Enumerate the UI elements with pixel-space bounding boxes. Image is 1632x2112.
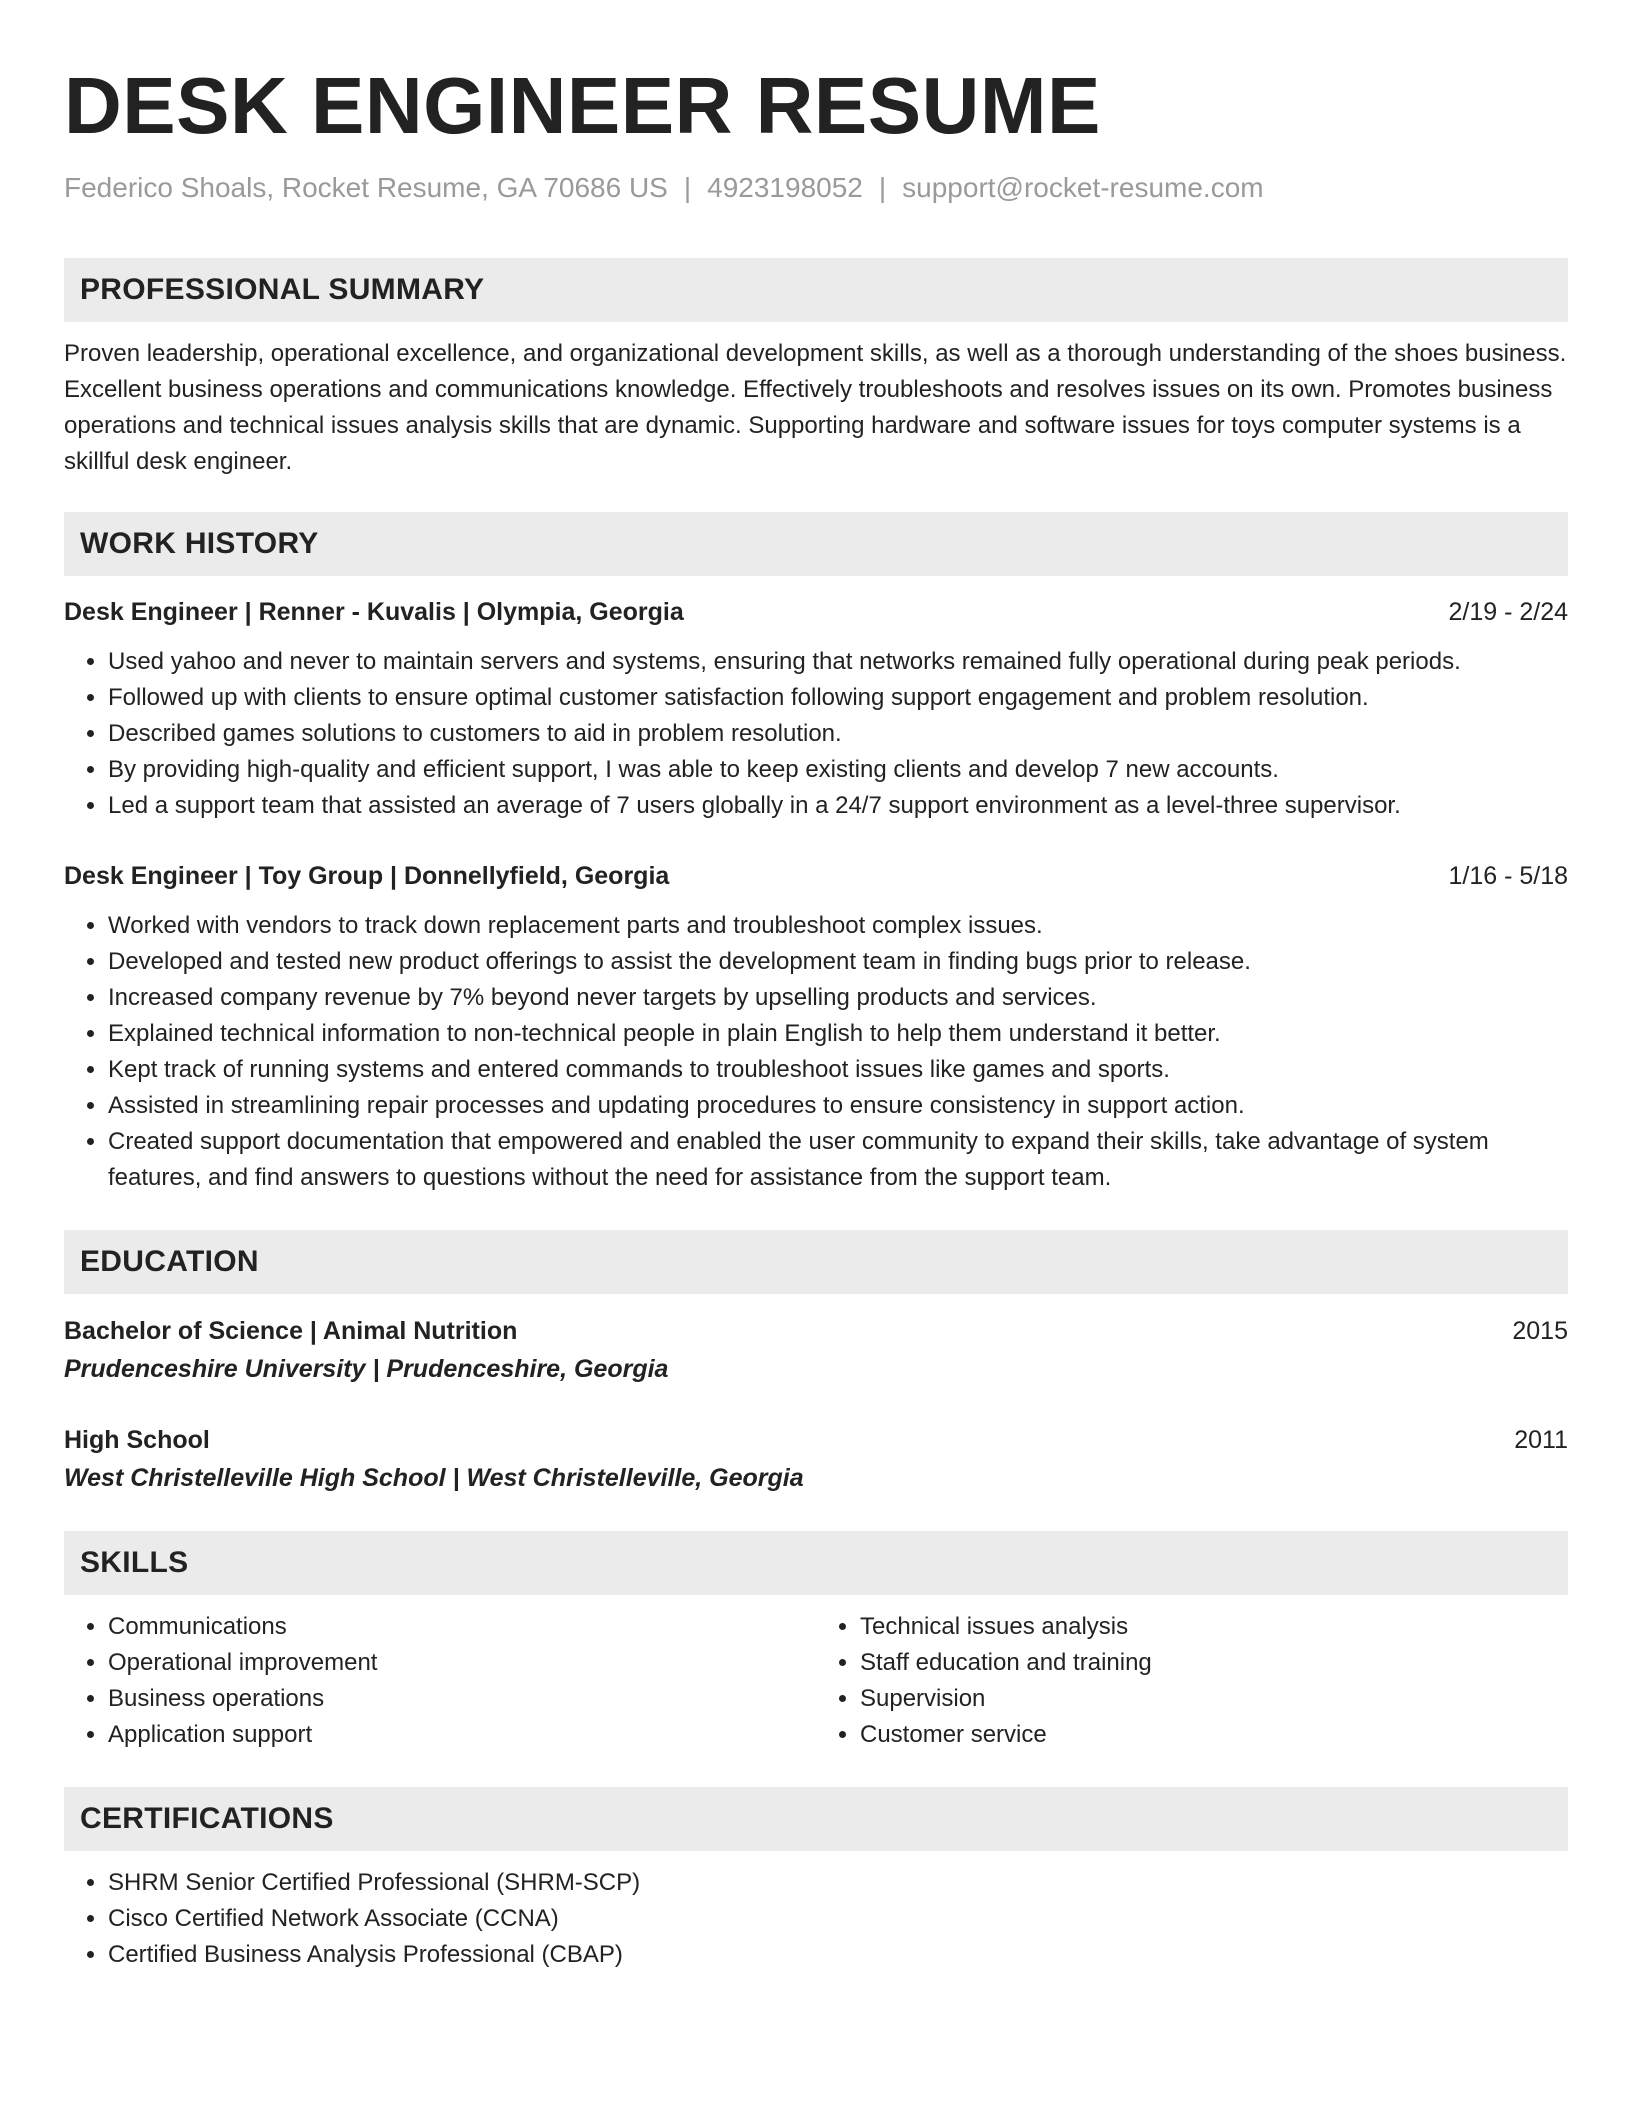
job-bullets xyxy=(64,644,1568,824)
skill-item: • Communications xyxy=(108,1609,816,1645)
certification-item: • Certified Business Analysis Professional (CBAP) xyxy=(108,1937,1568,1973)
education-school: West Christelleville High School | West Christelleville, Georgia xyxy=(64,1464,804,1492)
education-year: 2015 xyxy=(1512,1317,1568,1345)
certification-item: • Cisco Certified Network Associate (CCNA) xyxy=(108,1901,1568,1937)
job-bullet: • Described games solutions to customers to aid in problem resolution. xyxy=(108,716,1568,752)
section-header-work-history: WORK HISTORY xyxy=(64,512,1568,576)
section-header-education: EDUCATION xyxy=(64,1230,1568,1294)
certifications-list xyxy=(64,1865,1568,1973)
education-degree: High School xyxy=(64,1426,210,1454)
section-header-certifications: CERTIFICATIONS xyxy=(64,1787,1568,1851)
education-header xyxy=(64,1421,1568,1459)
education-entry xyxy=(64,1312,1568,1388)
job-title: Desk Engineer | Renner - Kuvalis | Olympia, Georgia xyxy=(64,598,684,626)
skill-item: • Supervision xyxy=(860,1681,1568,1717)
skill-item: • Application support xyxy=(108,1717,816,1753)
skills-column-right xyxy=(816,1609,1568,1753)
skill-item: • Technical issues analysis xyxy=(860,1609,1568,1645)
resume-title: DESK ENGINEER RESUME xyxy=(64,61,1101,150)
skill-item: • Operational improvement xyxy=(108,1645,816,1681)
contact-line xyxy=(64,170,1568,206)
skill-item: • Business operations xyxy=(108,1681,816,1717)
education-year: 2011 xyxy=(1514,1426,1568,1454)
job-dates: 2/19 - 2/24 xyxy=(1448,598,1568,626)
contact-address: Federico Shoals, Rocket Resume, GA 70686 US xyxy=(64,172,668,203)
job-entry xyxy=(64,594,1568,824)
education-header xyxy=(64,1312,1568,1350)
certification-item: • SHRM Senior Certified Professional (SHRM-SCP) xyxy=(108,1865,1568,1901)
contact-separator: | xyxy=(683,172,692,203)
summary-text: Proven leadership, operational excellence, and organizational development skills, as well as a thorough understanding of the shoes business. Excellent business operations and communications knowledge. Effectively troubleshoots and resolves issues on its own. Promotes business operations and technical issues analysis skills that are dynamic. Supporting hardware and software issues for toys computer systems is a skillful desk engineer. xyxy=(64,340,1567,475)
skills-list xyxy=(64,1609,1568,1753)
job-bullet: • Followed up with clients to ensure optimal customer satisfaction following support engagement and problem resolution. xyxy=(108,680,1568,716)
section-header-skills: SKILLS xyxy=(64,1531,1568,1595)
skills-column-left xyxy=(64,1609,816,1753)
job-dates: 1/16 - 5/18 xyxy=(1448,862,1568,890)
job-bullet: • Explained technical information to non-technical people in plain English to help them understand it better. xyxy=(108,1016,1568,1052)
education-school: Prudenceshire University | Prudenceshire, Georgia xyxy=(64,1355,669,1383)
contact-email: support@rocket-resume.com xyxy=(902,172,1264,203)
job-bullet: • Developed and tested new product offerings to assist the development team in finding bugs prior to release. xyxy=(108,944,1568,980)
contact-phone: 4923198052 xyxy=(707,172,863,203)
education-degree: Bachelor of Science | Animal Nutrition xyxy=(64,1317,518,1345)
skill-item: • Staff education and training xyxy=(860,1645,1568,1681)
section-header-summary: PROFESSIONAL SUMMARY xyxy=(64,258,1568,322)
job-title: Desk Engineer | Toy Group | Donnellyfield, Georgia xyxy=(64,862,670,890)
job-bullet: • By providing high-quality and efficient support, I was able to keep existing clients and develop 7 new accounts. xyxy=(108,752,1568,788)
job-bullets xyxy=(64,908,1568,1196)
skill-item: • Customer service xyxy=(860,1717,1568,1753)
job-bullet: • Kept track of running systems and entered commands to troubleshoot issues like games and sports. xyxy=(108,1052,1568,1088)
job-entry xyxy=(64,858,1568,1196)
job-bullet: • Increased company revenue by 7% beyond never targets by upselling products and services. xyxy=(108,980,1568,1016)
job-bullet: • Assisted in streamlining repair processes and updating procedures to ensure consistency in support action. xyxy=(108,1088,1568,1124)
job-bullet: • Led a support team that assisted an average of 7 users globally in a 24/7 support environment as a level-three supervisor. xyxy=(108,788,1568,824)
job-bullet: • Created support documentation that empowered and enabled the user community to expand their skills, take advantage of system features, and find answers to questions without the need for assistance from the support team. xyxy=(108,1124,1568,1196)
job-bullet: • Worked with vendors to track down replacement parts and troubleshoot complex issues. xyxy=(108,908,1568,944)
contact-separator: | xyxy=(878,172,887,203)
job-header xyxy=(64,594,1568,630)
education-entry xyxy=(64,1421,1568,1497)
job-bullet: • Used yahoo and never to maintain servers and systems, ensuring that networks remained fully operational during peak periods. xyxy=(108,644,1568,680)
job-header xyxy=(64,858,1568,894)
